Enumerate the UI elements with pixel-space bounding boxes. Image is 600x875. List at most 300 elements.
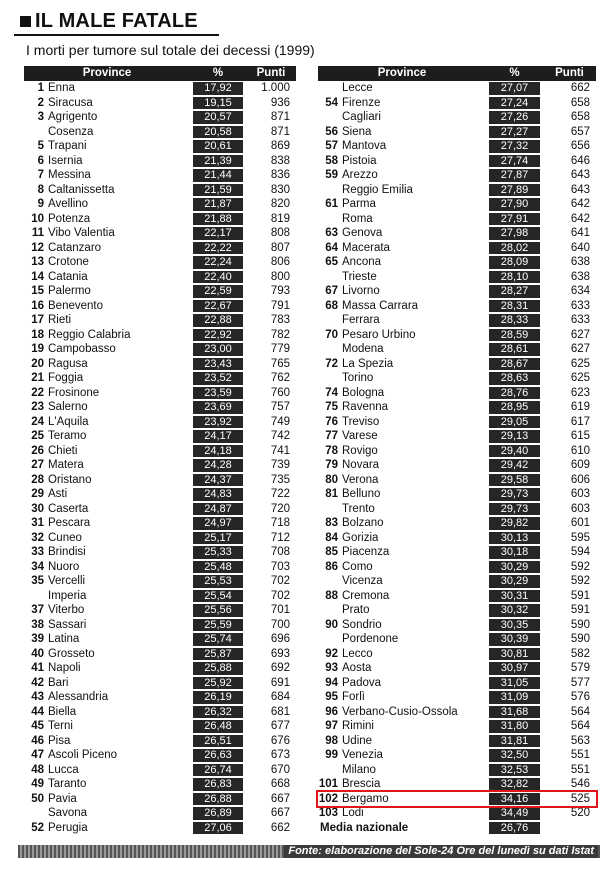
percent-cell: 27,26	[489, 111, 540, 124]
table-right	[318, 66, 596, 835]
table-row	[318, 284, 596, 299]
percent-cell: 22,24	[193, 256, 243, 269]
province-cell	[318, 444, 486, 459]
province-name: Crotone	[48, 256, 89, 268]
table-row	[24, 632, 296, 647]
province-cell	[318, 647, 486, 662]
province-cell	[24, 139, 190, 154]
province-name: Lucca	[48, 763, 79, 776]
province-cell	[318, 748, 486, 763]
table-row	[24, 705, 296, 720]
title-underline	[14, 34, 219, 36]
points-cell: 601	[570, 517, 590, 529]
rank: 52	[31, 821, 44, 834]
province-cell	[318, 212, 486, 227]
percent-cell: 28,27	[489, 285, 540, 298]
province-cell	[318, 603, 486, 618]
province-name: Teramo	[48, 430, 87, 442]
province-cell	[318, 270, 486, 285]
points-cell: 667	[270, 792, 290, 805]
table-row	[24, 574, 296, 589]
rank: 95	[325, 691, 338, 703]
table-row	[318, 342, 596, 357]
rank: 54	[325, 96, 338, 109]
province-name: Bergamo	[342, 792, 389, 805]
points-cell: 658	[570, 111, 590, 123]
rank: 93	[325, 662, 338, 674]
table-row	[318, 777, 596, 792]
rank: 99	[325, 749, 338, 761]
points-cell: 808	[270, 227, 290, 239]
province-name: Mantova	[342, 140, 387, 152]
points-cell: 830	[270, 183, 290, 196]
percent-cell: 27,06	[193, 822, 243, 835]
province-cell	[24, 647, 190, 662]
percent-cell: 27,27	[489, 126, 540, 139]
percent-cell: 17,92	[193, 82, 243, 95]
table-row	[318, 110, 596, 125]
percent-cell: 25,33	[193, 546, 243, 559]
province-cell	[318, 806, 486, 821]
province-cell	[24, 255, 190, 270]
rank: 7	[37, 169, 44, 181]
province-name: Frosinone	[48, 386, 100, 399]
points-cell: 564	[570, 705, 590, 718]
table-row	[24, 531, 296, 546]
province-cell	[24, 371, 190, 386]
rank: 25	[31, 430, 44, 442]
points-cell: 836	[270, 169, 290, 181]
points-cell: 720	[270, 502, 290, 515]
table-row	[24, 197, 296, 212]
points-cell: 619	[570, 401, 590, 413]
table-row	[24, 183, 296, 198]
rank: 43	[31, 691, 44, 703]
rank: 77	[325, 430, 338, 442]
percent-cell: 32,53	[489, 764, 540, 777]
table-body	[24, 81, 296, 835]
province-cell	[318, 197, 486, 212]
percent-cell: 25,56	[193, 604, 243, 617]
percent-cell: 23,52	[193, 372, 243, 385]
province-cell	[24, 226, 190, 241]
rank: 37	[31, 604, 44, 616]
rank: 28	[31, 473, 44, 486]
province-name: Bolzano	[342, 517, 384, 529]
province-cell	[24, 415, 190, 430]
province-cell	[24, 690, 190, 705]
province-name: Cuneo	[48, 531, 82, 544]
table-header	[24, 66, 296, 81]
province-name: Lecce	[342, 82, 373, 94]
percent-cell: 31,81	[489, 735, 540, 748]
province-name: Aosta	[342, 662, 372, 674]
province-name: Catanzaro	[48, 241, 102, 254]
points-cell: 594	[570, 546, 590, 558]
points-cell: 643	[570, 169, 590, 181]
rank: 38	[31, 618, 44, 631]
province-cell	[318, 371, 486, 386]
table-row	[318, 734, 596, 749]
province-cell	[318, 357, 486, 372]
province-name: Salerno	[48, 401, 88, 413]
province-cell	[24, 110, 190, 125]
table-row	[318, 690, 596, 705]
points-cell: 741	[270, 444, 290, 457]
points-cell: 819	[270, 212, 290, 225]
rank: 21	[31, 372, 44, 384]
points-cell: 610	[570, 444, 590, 457]
province-cell	[24, 792, 190, 807]
points-cell: 700	[270, 618, 290, 631]
rank: 56	[325, 125, 338, 138]
province-name: Vercelli	[48, 575, 86, 587]
province-cell	[318, 574, 486, 589]
province-cell	[24, 734, 190, 749]
points-cell: 591	[570, 604, 590, 616]
percent-cell: 29,13	[489, 430, 540, 443]
percent-cell: 24,28	[193, 459, 243, 472]
rank: 41	[31, 662, 44, 674]
percent-cell: 20,57	[193, 111, 243, 124]
table-row	[318, 661, 596, 676]
province-cell	[318, 676, 486, 691]
rank: 1	[37, 82, 44, 94]
province-cell	[24, 197, 190, 212]
province-name: Rovigo	[342, 444, 378, 457]
percent-cell: 22,88	[193, 314, 243, 327]
province-cell	[24, 589, 190, 604]
points-cell: 627	[570, 343, 590, 355]
rank: 14	[31, 270, 44, 283]
province-cell	[24, 545, 190, 560]
header-province: Province	[82, 67, 132, 79]
province-cell	[24, 313, 190, 328]
table-row	[24, 415, 296, 430]
percent-cell: 26,88	[193, 793, 243, 806]
province-cell	[24, 168, 190, 183]
province-name: Sassari	[48, 618, 87, 631]
table-row	[24, 603, 296, 618]
points-cell: 658	[570, 96, 590, 109]
province-cell	[318, 415, 486, 430]
percent-cell: 30,97	[489, 662, 540, 675]
province-name: Massa Carrara	[342, 299, 419, 312]
points-cell: 641	[570, 227, 590, 239]
province-cell	[318, 255, 486, 270]
percent-cell: 26,32	[193, 706, 243, 719]
points-cell: 546	[570, 778, 590, 790]
rank: 86	[325, 560, 338, 573]
province-name: Potenza	[48, 212, 91, 225]
province-cell	[24, 487, 190, 502]
points-cell: 702	[270, 589, 290, 602]
percent-cell: 23,59	[193, 387, 243, 400]
table-row	[24, 560, 296, 575]
province-name: Isernia	[48, 154, 83, 167]
source-label: Fonte:	[288, 845, 322, 857]
percent-cell: 26,51	[193, 735, 243, 748]
table-row	[318, 458, 596, 473]
province-cell	[318, 226, 486, 241]
province-name: Firenze	[342, 96, 381, 109]
percent-cell: 27,91	[489, 213, 540, 226]
table-header	[318, 66, 596, 81]
percent-cell: 24,83	[193, 488, 243, 501]
points-cell: 708	[270, 546, 290, 558]
points-cell: 627	[570, 328, 590, 341]
percent-cell: 21,44	[193, 169, 243, 182]
rank: 12	[31, 241, 44, 254]
province-cell	[24, 212, 190, 227]
points-cell: 592	[570, 560, 590, 573]
points-cell: 807	[270, 241, 290, 254]
percent-cell: 30,81	[489, 648, 540, 661]
percent-cell: 29,40	[489, 445, 540, 458]
rank: 24	[31, 415, 44, 428]
province-cell	[24, 458, 190, 473]
points-cell: 838	[270, 154, 290, 167]
percent-cell: 27,74	[489, 155, 540, 168]
rank: 68	[325, 299, 338, 312]
province-name: Torino	[342, 372, 374, 384]
table-row	[24, 168, 296, 183]
points-cell: 590	[570, 633, 590, 645]
table-row	[24, 690, 296, 705]
points-cell: 563	[570, 734, 590, 747]
table-row	[318, 226, 596, 241]
points-cell: 638	[570, 270, 590, 283]
points-cell: 749	[270, 415, 290, 428]
province-cell	[24, 705, 190, 720]
province-name: Parma	[342, 198, 376, 210]
province-cell	[24, 661, 190, 676]
province-name: Imperia	[48, 589, 87, 602]
table-row	[318, 487, 596, 502]
points-cell: 782	[270, 328, 290, 341]
table-row	[24, 545, 296, 560]
province-name: Matera	[48, 459, 84, 471]
province-cell	[318, 502, 486, 517]
province-name: Forlì	[342, 691, 365, 703]
province-cell	[24, 81, 190, 96]
province-cell	[24, 632, 190, 647]
province-cell	[24, 806, 190, 821]
percent-cell: 25,54	[193, 590, 243, 603]
points-cell: 676	[270, 734, 290, 747]
points-cell: 520	[570, 807, 590, 819]
table-row	[24, 792, 296, 807]
points-cell: 735	[270, 473, 290, 486]
points-cell: 591	[570, 589, 590, 602]
percent-cell: 25,48	[193, 561, 243, 574]
province-name: Palermo	[48, 285, 91, 297]
points-cell: 603	[570, 502, 590, 515]
province-cell	[24, 429, 190, 444]
province-name: Siracusa	[48, 96, 93, 109]
percent-cell: 24,87	[193, 503, 243, 516]
table-row	[24, 516, 296, 531]
percent-cell: 21,87	[193, 198, 243, 211]
points-cell: 765	[270, 357, 290, 370]
province-cell	[318, 342, 486, 357]
province-cell	[24, 400, 190, 415]
points-cell: 579	[570, 662, 590, 674]
percent-cell: 31,05	[489, 677, 540, 690]
rank: 30	[31, 502, 44, 515]
province-name: Reggio Calabria	[48, 328, 131, 341]
province-name: Pistoia	[342, 154, 377, 167]
percent-cell: 26,63	[193, 749, 243, 762]
province-cell	[24, 473, 190, 488]
points-cell: 633	[570, 299, 590, 312]
province-cell	[318, 429, 486, 444]
percent-cell: 29,42	[489, 459, 540, 472]
table-left	[24, 66, 296, 835]
table-row	[318, 531, 596, 546]
province-name: Novara	[342, 459, 380, 471]
points-cell: 668	[270, 778, 290, 790]
points-cell: 742	[270, 430, 290, 442]
page-subtitle: I morti per tumore sul totale dei decessi (1999)	[26, 42, 315, 58]
province-cell	[318, 705, 486, 720]
table-row	[318, 574, 596, 589]
province-name: L'Aquila	[48, 415, 89, 428]
percent-cell: 26,89	[193, 807, 243, 820]
province-cell	[24, 342, 190, 357]
table-row	[318, 719, 596, 734]
table-row	[318, 212, 596, 227]
rank: 16	[31, 299, 44, 312]
province-name: Cremona	[342, 589, 390, 602]
province-name: Livorno	[342, 285, 380, 297]
percent-cell: 27,24	[489, 97, 540, 110]
rank: 15	[31, 285, 44, 297]
rank: 96	[325, 705, 338, 718]
summary-label: Media nazionale	[320, 821, 409, 834]
rank: 39	[31, 633, 44, 645]
rank: 90	[325, 618, 338, 631]
table-row	[318, 415, 596, 430]
percent-cell: 20,58	[193, 126, 243, 139]
province-name: Trapani	[48, 140, 87, 152]
points-cell: 615	[570, 430, 590, 442]
percent-cell: 29,05	[489, 416, 540, 429]
percent-cell: 27,87	[489, 169, 540, 182]
percent-cell: 28,59	[489, 329, 540, 342]
points-cell: 638	[570, 256, 590, 268]
table-row	[318, 763, 596, 778]
table-row	[318, 676, 596, 691]
province-name: Pavia	[48, 792, 77, 805]
table-row	[24, 400, 296, 415]
rank: 3	[37, 111, 44, 123]
points-cell: 625	[570, 372, 590, 384]
points-cell: 642	[570, 198, 590, 210]
rank: 19	[31, 343, 44, 355]
rank: 32	[31, 531, 44, 544]
table-row	[318, 618, 596, 633]
source-note	[284, 845, 598, 858]
table-row	[24, 806, 296, 821]
points-cell: 869	[270, 140, 290, 152]
rank: 78	[325, 444, 338, 457]
province-name: Pordenone	[342, 633, 399, 645]
table-row	[318, 400, 596, 415]
rank: 6	[37, 154, 44, 167]
province-cell	[24, 676, 190, 691]
points-cell: 684	[270, 691, 290, 703]
table-row	[318, 516, 596, 531]
rank: 49	[31, 778, 44, 790]
percent-cell: 31,09	[489, 691, 540, 704]
province-name: Lecco	[342, 647, 373, 660]
province-cell	[24, 603, 190, 618]
points-cell: 623	[570, 386, 590, 399]
province-name: Rieti	[48, 314, 72, 326]
percent-cell: 22,59	[193, 285, 243, 298]
province-name: Savona	[48, 807, 88, 819]
province-name: Roma	[342, 212, 373, 225]
percent-cell: 22,17	[193, 227, 243, 240]
rank: 45	[31, 720, 44, 732]
province-cell	[24, 574, 190, 589]
rank: 74	[325, 386, 338, 399]
province-name: Pescara	[48, 517, 91, 529]
province-cell	[318, 632, 486, 647]
header-points: Punti	[256, 67, 286, 79]
points-cell: 800	[270, 270, 290, 283]
title-bullet	[20, 16, 31, 27]
table-row	[24, 444, 296, 459]
points-cell: 662	[570, 82, 590, 94]
province-name: Bari	[48, 676, 69, 689]
table-row	[318, 255, 596, 270]
province-cell	[24, 154, 190, 169]
rank: 35	[31, 575, 44, 587]
province-name: Perugia	[48, 821, 88, 834]
points-cell: 673	[270, 749, 290, 761]
header-pct: %	[509, 67, 520, 79]
province-cell	[318, 81, 486, 96]
province-name: Avellino	[48, 198, 89, 210]
table-row	[318, 371, 596, 386]
table-row	[318, 270, 596, 285]
points-cell: 617	[570, 415, 590, 428]
province-name: Lodi	[342, 807, 364, 819]
page-title: IL MALE FATALE	[35, 10, 198, 32]
points-cell: 791	[270, 299, 290, 312]
table-row	[318, 806, 596, 821]
percent-cell: 25,53	[193, 575, 243, 588]
province-name: Treviso	[342, 415, 380, 428]
table-row	[24, 777, 296, 792]
percent-cell: 29,73	[489, 488, 540, 501]
table-row	[318, 444, 596, 459]
table-row	[24, 284, 296, 299]
table-row	[24, 154, 296, 169]
province-name: Nuoro	[48, 560, 80, 573]
province-cell	[318, 299, 486, 314]
province-name: Oristano	[48, 473, 92, 486]
province-cell	[24, 444, 190, 459]
rank: 22	[31, 386, 44, 399]
province-name: Gorizia	[342, 531, 379, 544]
rank: 48	[31, 763, 44, 776]
rank: 65	[325, 256, 338, 268]
province-name: Pisa	[48, 734, 71, 747]
province-cell	[24, 183, 190, 198]
